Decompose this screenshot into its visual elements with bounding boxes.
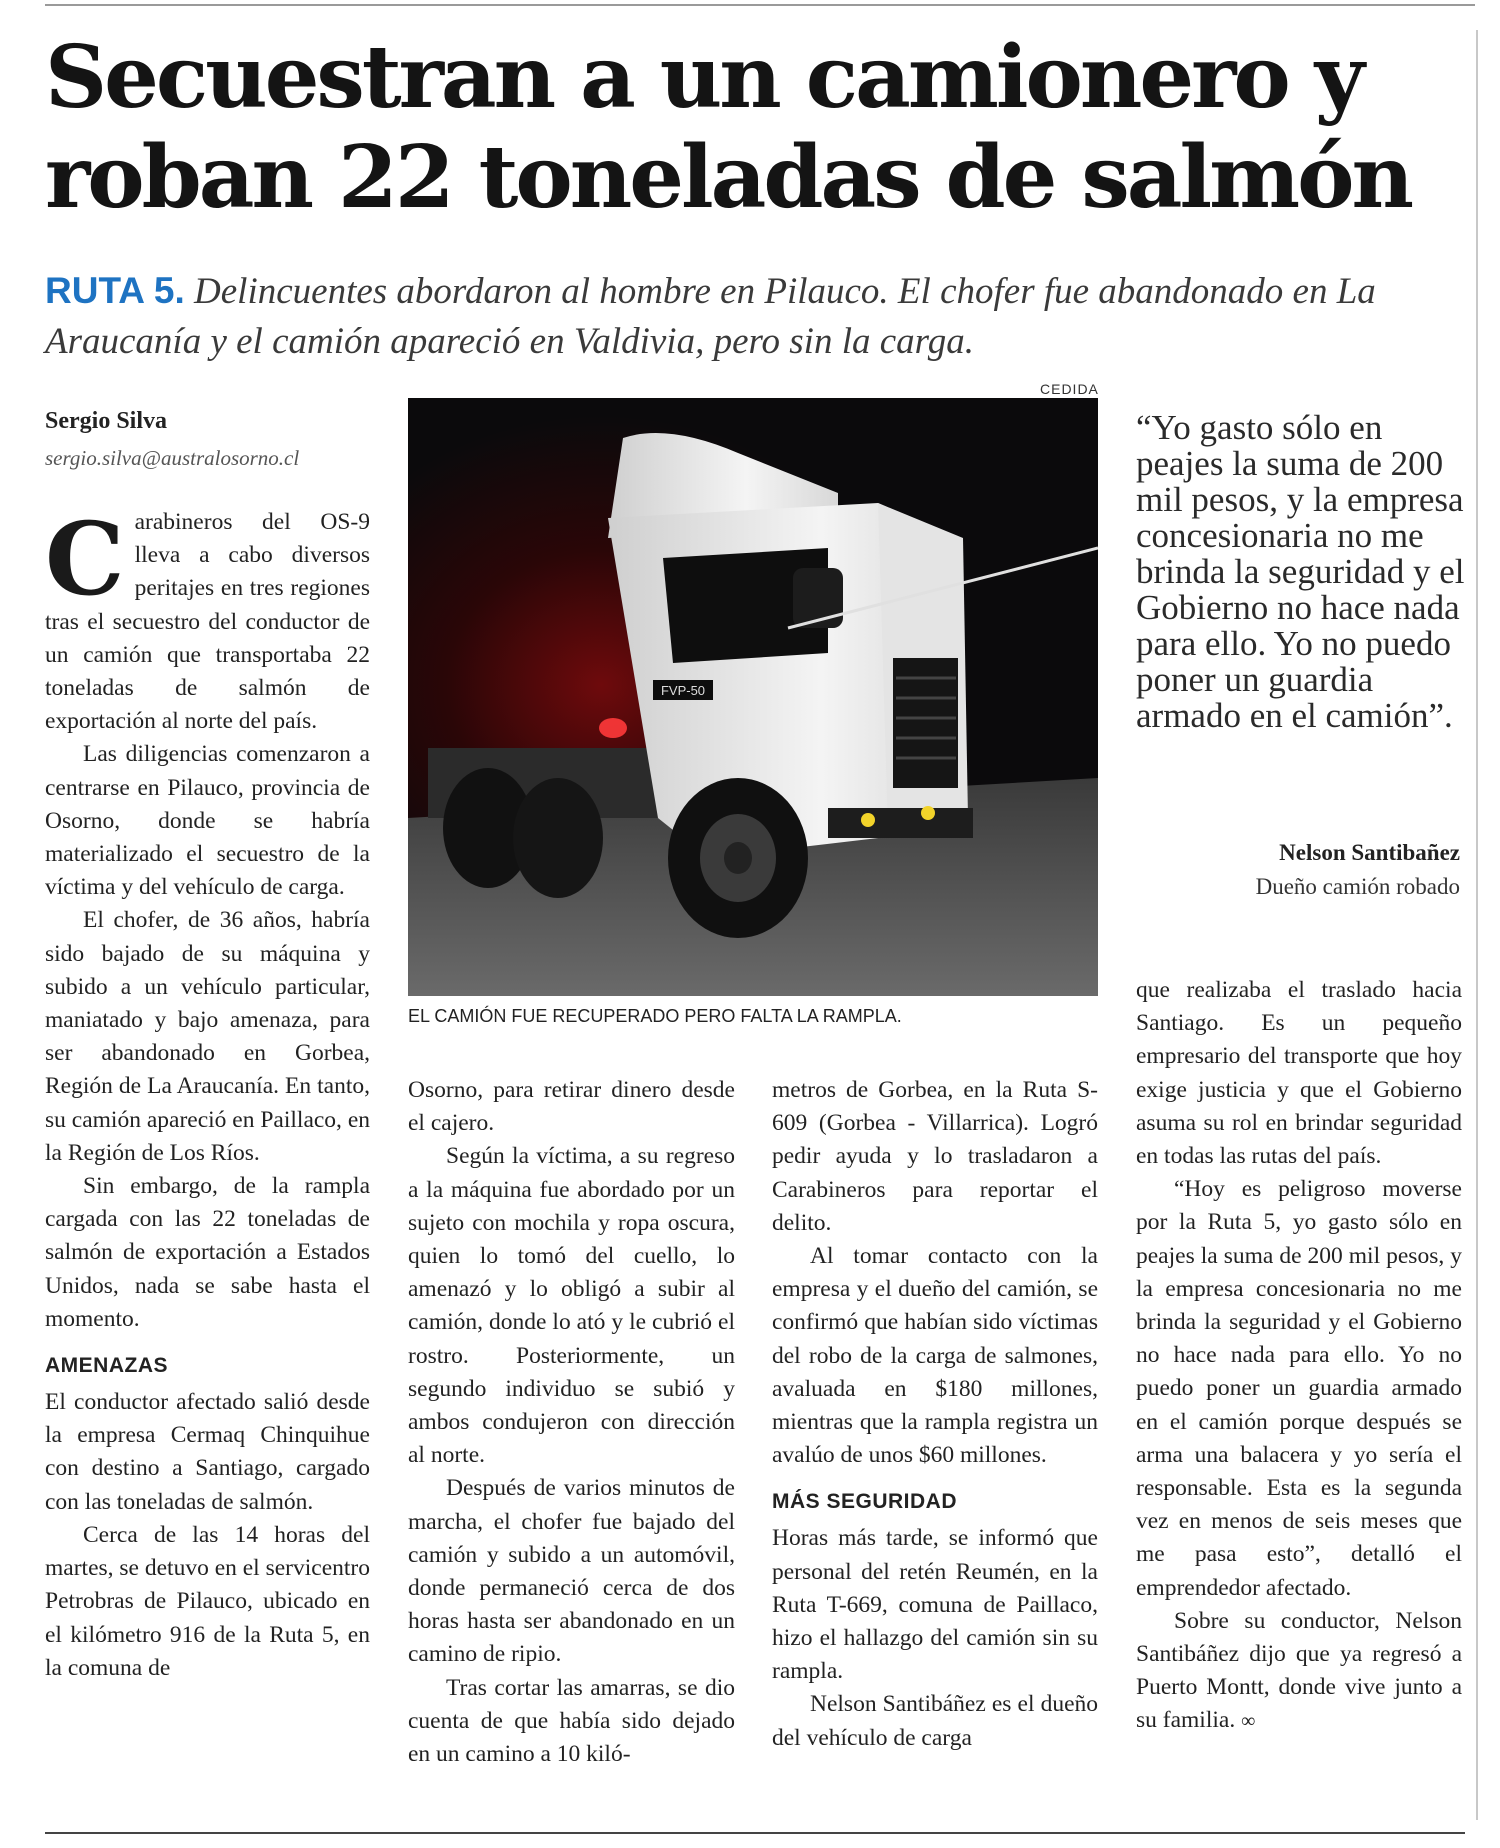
end-mark-icon: ∞ <box>1241 1710 1256 1733</box>
paragraph-13: “Hoy es peligroso moverse por la Ruta 5, yo gasto sólo en peajes la suma de 200 mil pesos, y la empresa concesionaria no me brinda la seguridad y el Gobierno no hace nada para ello. Yo no puedo poner un guardia armado en el camión porque después se arma una balacera y yo sería el responsable. Esta es la segunda vez en menos de seis meses que me pasa esto”, detalló el emprendedor afectado. <box>1136 1176 1462 1601</box>
paragraph-1-text: arabineros del OS-9 lleva a cabo diversos peritajes en tres regiones tras el secuestro del conductor de un camión que transportaba 22 toneladas de salmón de exportación al norte del país. <box>45 509 370 735</box>
column-3 <box>772 1074 1098 1755</box>
headline <box>45 28 1465 228</box>
paragraph-3: El chofer, de 36 años, habría sido bajado de su máquina y subido a un vehículo particular, maniatado y bajo amenaza, para ser abandonado en Gorbea, Región de La Araucanía. En tanto, su camión apareció en Paillaco, en la Región de Los Ríos. <box>45 907 370 1166</box>
column-1 <box>45 500 370 1685</box>
paragraph-12-cont: que realizaba el traslado hacia Santiago. Es un pequeño empresario del transporte que hoy exige justicia y que el Gobierno asuma su rol en brindar seguridad en todas las rutas del país. <box>1136 977 1462 1170</box>
subhead-mas-seguridad: MÁS SEGURIDAD <box>772 1490 958 1514</box>
paragraph-1 <box>45 500 370 738</box>
paragraph-8: Después de varios minutos de marcha, el chofer fue bajado del camión y subido a un automóvil, donde permaneció cerca de dos horas hasta ser abandonado en un camino de ripio. <box>408 1475 735 1668</box>
pull-quote-role: Dueño camión robado <box>1255 874 1460 899</box>
paragraph-9: Tras cortar las amarras, se dio cuenta de que había sido dejado en un camino a 10 kiló- <box>408 1674 735 1768</box>
byline-author: Sergio Silva <box>45 408 168 434</box>
paragraph-2: Las diligencias comenzaron a centrarse en Pilauco, provincia de Osorno, donde se habría materializado el secuestro de la víctima y del vehículo de carga. <box>45 741 370 901</box>
paragraph-7: Según la víctima, a su regreso a la máquina fue abordado por un sujeto con mochila y ropa oscura, quien lo tomó del cuello, lo amenazó y lo obligó a subir al camión, donde lo ató y le cubrió el rostro. Posteriormente, un segundo individuo se subió y ambos condujeron con dirección al norte. <box>408 1143 735 1469</box>
top-rule <box>45 4 1475 6</box>
truck-plate: FVP-50 <box>660 683 706 698</box>
deck-text: Delincuentes abordaron al hombre en Pilauco. El chofer fue abandonado en La Araucanía y el camión apareció en Valdivia, pero sin la carga. <box>45 271 1376 362</box>
drop-cap: C <box>45 500 125 618</box>
photo-caption: EL CAMIÓN FUE RECUPERADO PERO FALTA LA RAMPLA. <box>408 1006 902 1026</box>
pull-quote-name: Nelson Santibañez <box>1279 840 1460 865</box>
photo-credit: CEDIDA <box>1040 381 1099 397</box>
paragraph-5: El conductor afectado salió desde la empresa Cermaq Chinquihue con destino a Santiago, cargado con las toneladas de salmón. <box>45 1389 370 1515</box>
paragraph-10: Al tomar contacto con la empresa y el dueño del camión, se confirmó que habían sido víctimas del robo de la carga de salmones, avaluada en $180 millones, mientras que la rampla registra un avalúo de unos $60 millones. <box>772 1243 1098 1469</box>
paragraph-6: Cerca de las 14 horas del martes, se detuvo en el servicentro Petrobras de Pilauco, ubicado en el kilómetro 916 de la Ruta 5, en la comuna de <box>45 1521 370 1681</box>
deck-kicker: RUTA 5. <box>45 270 185 311</box>
paragraph-12: Nelson Santibáñez es el dueño del vehículo de carga <box>772 1691 1098 1751</box>
paragraph-4: Sin embargo, de la rampla cargada con las 22 toneladas de salmón de exportación a Estados Unidos, nada se sabe hasta el momento. <box>45 1173 370 1332</box>
deck <box>45 266 1465 367</box>
column-4 <box>1136 974 1462 1739</box>
headline-line-2: roban 22 toneladas de salmón <box>45 127 1412 228</box>
paragraph-6-cont: Osorno, para retirar dinero desde el cajero. <box>408 1077 735 1137</box>
paragraph-14-text: Sobre su conductor, Nelson Santibáñez dijo que ya regresó a Puerto Montt, donde vive junto a su familia. <box>1136 1607 1462 1734</box>
paragraph-11: Horas más tarde, se informó que personal del retén Reumén, en la Ruta T-669, comuna de Paillaco, hizo el hallazgo del camión sin su rampla. <box>772 1525 1098 1685</box>
subhead-amenazas: AMENAZAS <box>45 1354 168 1378</box>
truck-photo <box>408 398 1098 996</box>
column-2 <box>408 1074 735 1771</box>
bottom-rule <box>45 1832 1465 1834</box>
right-column-rule <box>1476 30 1478 1820</box>
headline-line-1: Secuestran a un camionero y <box>45 27 1362 128</box>
paragraph-14 <box>1136 1605 1462 1739</box>
pull-quote: “Yo gasto sólo en peajes la suma de 200 mil pesos, y la empresa concesionaria no me brinda la seguridad y el Gobierno no hace nada para ello. Yo no puedo poner un guardia armado en el camión”. <box>1136 408 1465 735</box>
paragraph-9-cont: metros de Gorbea, en la Ruta S-609 (Gorbea - Villarrica). Logró pedir ayuda y lo trasladaron a Carabineros para reportar el delito. <box>772 1077 1098 1236</box>
byline-email[interactable]: sergio.silva@australosorno.cl <box>45 446 300 470</box>
